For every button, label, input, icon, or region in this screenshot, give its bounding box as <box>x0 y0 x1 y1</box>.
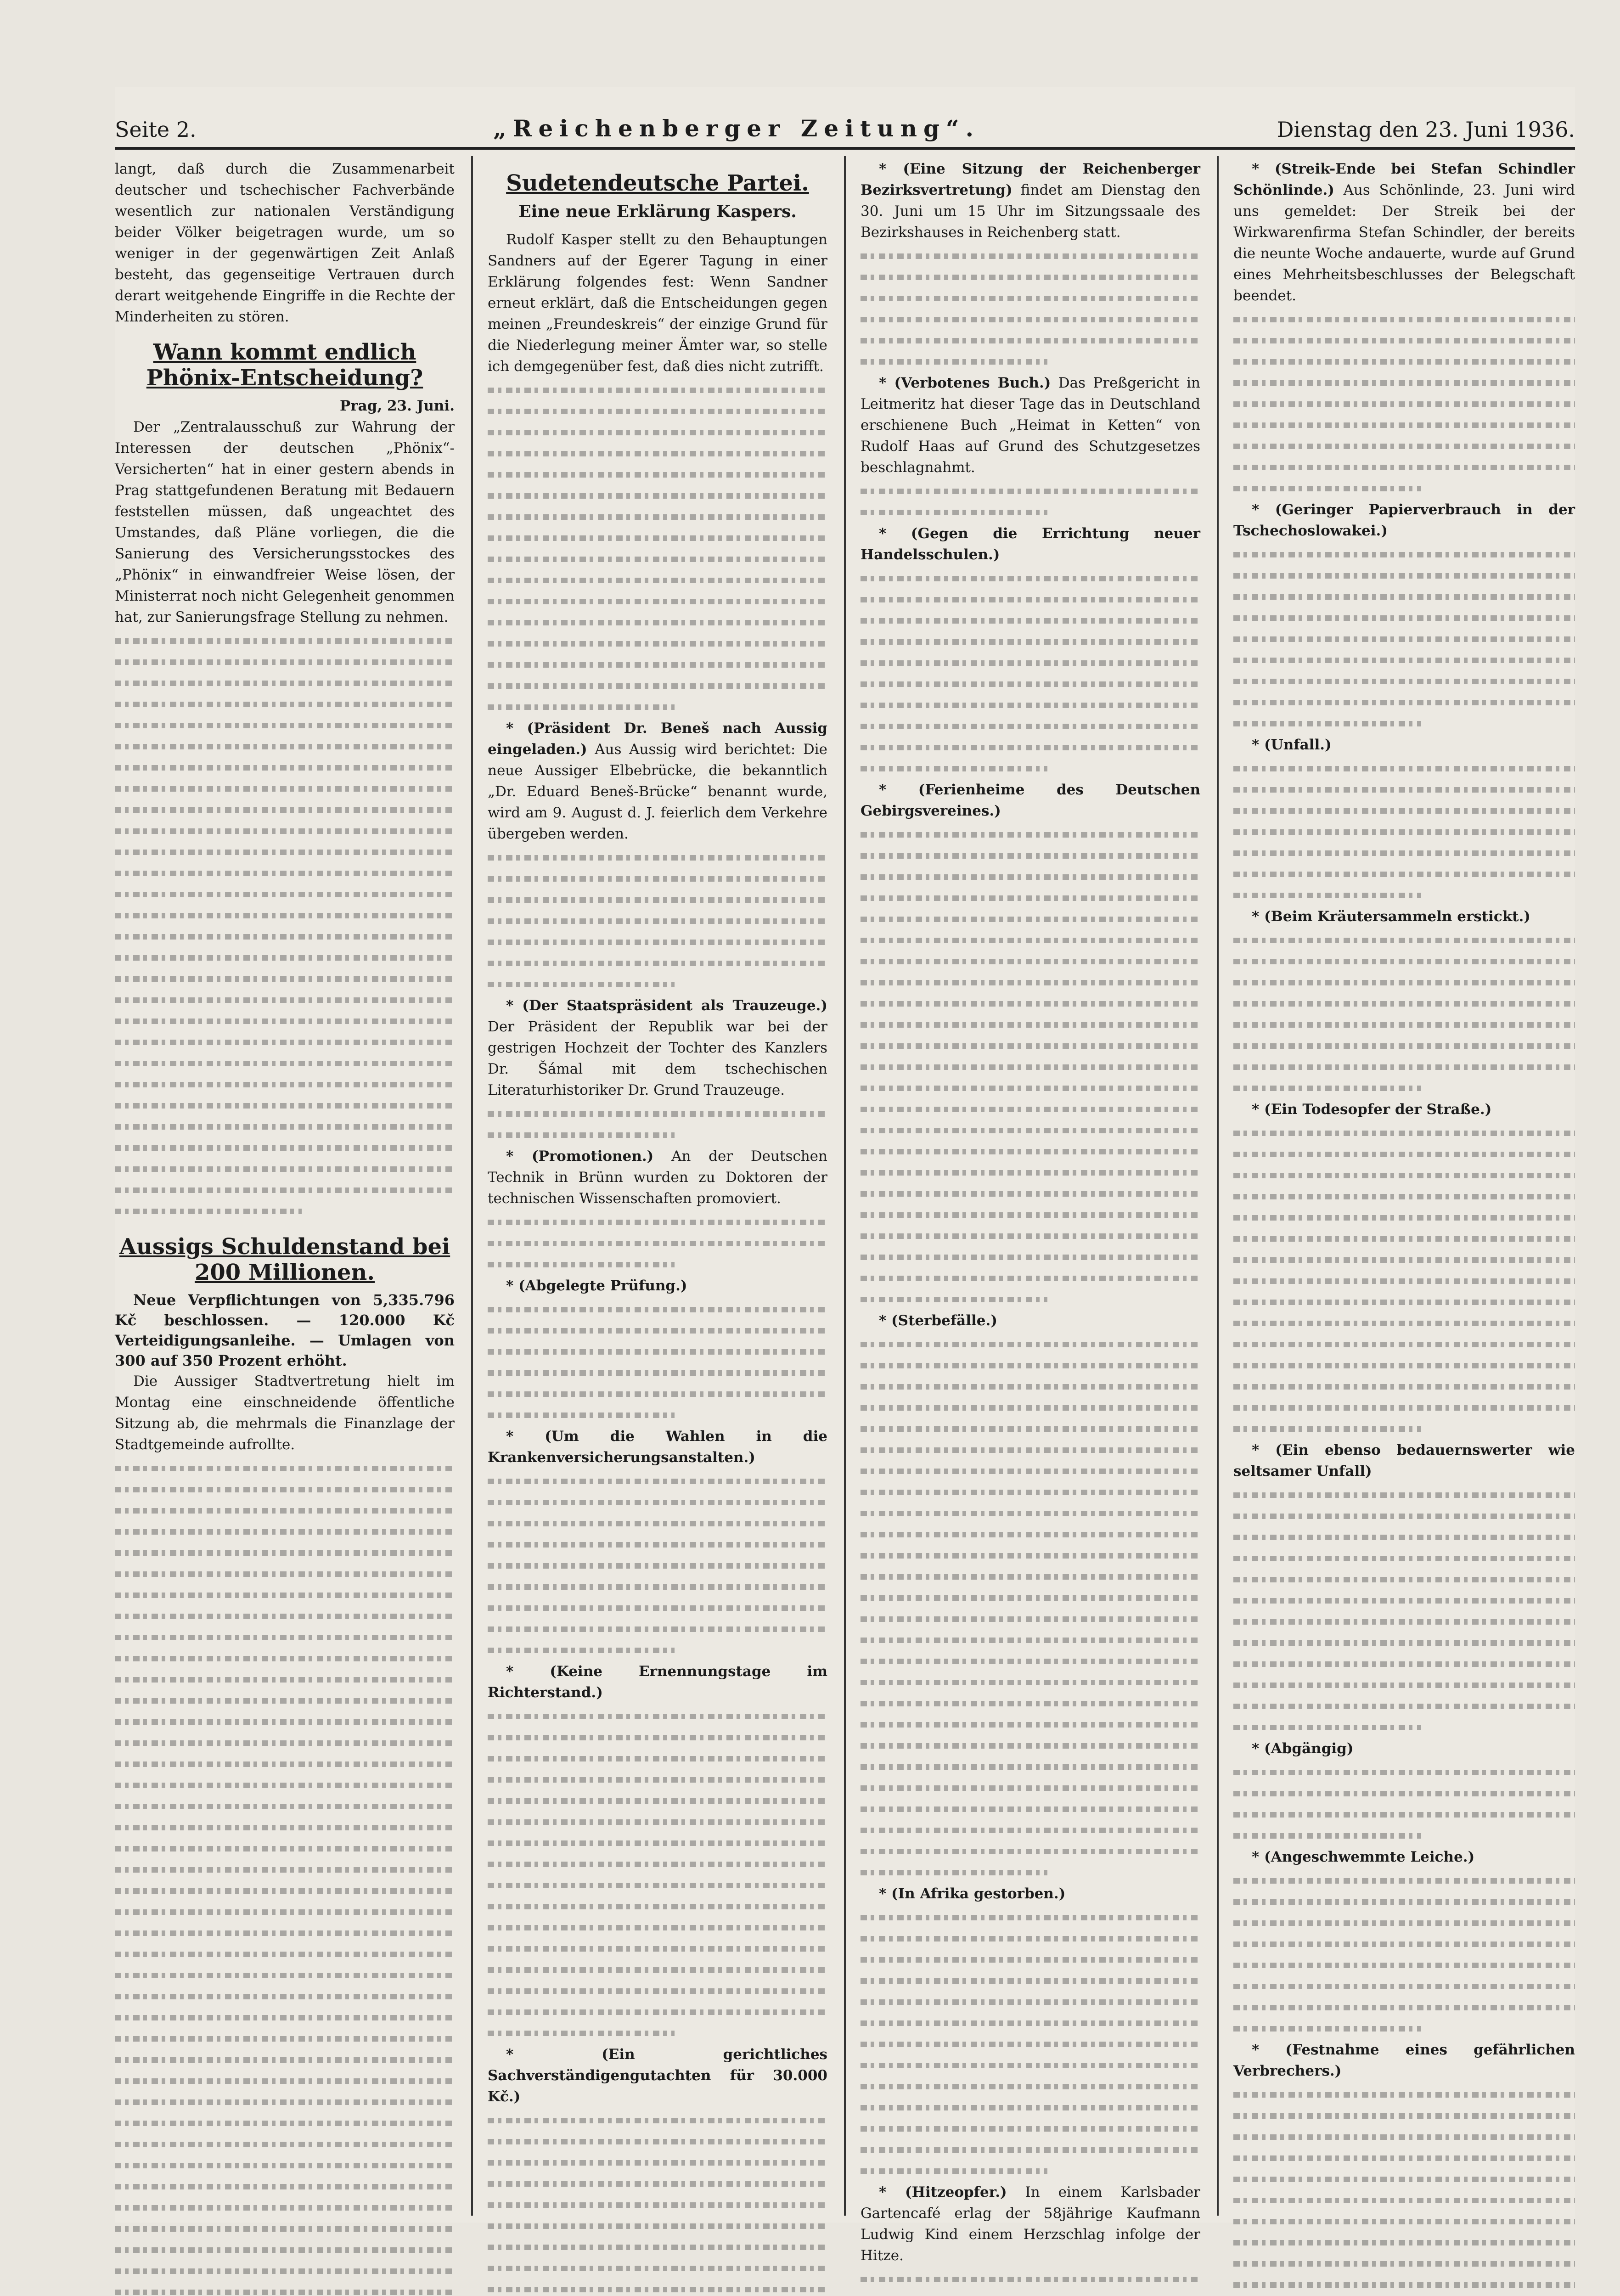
news-kicker: * (Hitzeopfer.) <box>879 2184 1007 2200</box>
news-item <box>488 1661 827 1703</box>
illegible-text <box>488 847 827 995</box>
illegible-text <box>861 481 1200 523</box>
news-item <box>1233 1846 1575 1868</box>
illegible-text <box>488 1706 827 2044</box>
news-kicker: * (Präsident Dr. Beneš nach Aussig eingeladen.) <box>488 720 827 758</box>
news-item <box>861 372 1200 478</box>
illegible-text <box>1233 1762 1575 1846</box>
illegible-text <box>488 1103 827 1146</box>
news-item <box>861 158 1200 243</box>
news-item <box>861 779 1200 822</box>
news-text: Das Preßgericht in Leitmeritz hat dieser Tage das in Deutschland erschienene Buch „Heimat in Ketten“ von Rudolf Haas auf Grund des Schutzgesetzes beschlagnahmt. <box>861 375 1200 476</box>
illegible-text <box>861 568 1200 779</box>
news-item <box>1233 1099 1575 1120</box>
news-item <box>488 2044 827 2107</box>
news-kicker: * (Keine Ernennungstage im Richterstand.) <box>488 1663 827 1701</box>
newspaper-page <box>115 87 1575 2264</box>
page-header <box>115 103 1575 140</box>
illegible-text <box>488 1299 827 1426</box>
illegible-text <box>861 1907 1200 2182</box>
article-text: Die Aussiger Stadtvertretung hielt im Montag eine einschneidende öffentliche Sitzung ab, die mehrmals die Finanzlage der Stadtgemeinde aufrollte. <box>115 1373 455 1453</box>
news-item <box>488 1275 827 1296</box>
news-kicker: * (Ein ebenso bedauernswerter wie seltsamer Unfall) <box>1233 1442 1575 1480</box>
dateline: Prag, 23. Juni. <box>339 398 455 414</box>
news-item <box>861 2182 1200 2266</box>
news-kicker: * (Verbotenes Buch.) <box>879 375 1051 391</box>
article-deck: Neue Verpflichtungen von 5,335.796 Kč beschlossen. — 120.000 Kč Verteidigungsanleihe. — Umlagen von 300 auf 350 Prozent erhöht. <box>115 1291 455 1369</box>
news-kicker: * (Gegen die Errichtung neuer Handelsschulen.) <box>861 525 1200 563</box>
news-text: Der Präsident der Republik war bei der gestrigen Hochzeit der Tochter des Kanzlers Dr. Šámal mit dem tschechischen Literaturhistoriker Dr. Grund Trauzeuge. <box>488 1019 827 1098</box>
news-kicker: * (Promotionen.) <box>506 1148 654 1165</box>
news-item <box>861 1310 1200 1331</box>
headline-phoenix: Wann kommt endlich Phönix-Entscheidung? <box>146 339 423 391</box>
news-kicker: * (Ein gerichtliches Sachverständigengutachten für 30.000 Kč.) <box>488 2046 827 2105</box>
news-kicker: * (Festnahme eines gefährlichen Verbrechers.) <box>1233 2042 1575 2079</box>
news-item <box>1233 734 1575 755</box>
column-2 <box>488 158 827 2216</box>
news-text: In einem Karlsbader Gartencafé erlag der 58jährige Kaufmann Ludwig Kind einem Herzschlag infolge der Hitze. <box>861 2184 1200 2264</box>
illegible-text <box>861 1334 1200 1883</box>
news-text: Aus Schönlinde, 23. Juni wird uns gemeldet: Der Streik bei der Wirkwarenfirma Stefan Schindler, der bereits die neunte Woche andauerte, wurde auf Grund eines Mehrheitsbeschlusses der Belegschaft beendet. <box>1233 182 1575 304</box>
column-divider <box>471 156 473 2216</box>
news-item <box>861 1883 1200 1904</box>
illegible-text <box>1233 2084 1575 2296</box>
illegible-text <box>1233 1123 1575 1440</box>
illegible-text <box>488 380 827 718</box>
news-item <box>1233 158 1575 306</box>
headline-aussig: Aussigs Schuldenstand bei 200 Millionen. <box>119 1234 450 1285</box>
illegible-text <box>1233 1870 1575 2039</box>
illegible-text <box>1233 758 1575 906</box>
column-4 <box>1233 158 1575 2216</box>
column-divider <box>844 156 846 2216</box>
news-kicker: * (In Afrika gestorben.) <box>879 1885 1066 1902</box>
news-item <box>861 523 1200 565</box>
news-item <box>488 1146 827 1209</box>
illegible-text <box>1233 544 1575 734</box>
illegible-text <box>1233 1485 1575 1738</box>
news-item <box>488 1426 827 1468</box>
illegible-text <box>488 2110 827 2296</box>
news-item <box>1233 2039 1575 2082</box>
article-text: Der „Zentralausschuß zur Wahrung der Interessen der deutschen „Phönix“-Versicherten“ hat in einer gestern abends in Prag stattgefundenen Beratung mit Bedauern feststellen müssen, daß ungeachtet des Umstandes, daß Pläne vorliegen, die die Sanierung des Versicherungsstockes des „Phönix“ in einwandfreier Weise lösen, der Ministerrat noch nicht Gelegenheit genommen hat, zur Sanierungsfrage Stellung zu nehmen. <box>115 419 455 625</box>
news-kicker: * (Ferienheime des Deutschen Gebirgsvereines.) <box>861 782 1200 819</box>
column-1 <box>115 158 455 2216</box>
column-3 <box>861 158 1200 2264</box>
news-item <box>488 718 827 844</box>
news-kicker: * (Ein Todesopfer der Straße.) <box>1252 1101 1492 1118</box>
news-item <box>1233 1440 1575 1482</box>
illegible-text <box>861 824 1200 1310</box>
news-kicker: * (Angeschwemmte Leiche.) <box>1252 1849 1475 1865</box>
news-kicker: * (Eine Sitzung der Reichenberger Bezirksvertretung) <box>861 161 1200 198</box>
news-kicker: * (Streik-Ende bei Stefan Schindler Schönlinde.) <box>1233 161 1575 198</box>
illegible-text <box>861 2269 1200 2296</box>
news-item <box>1233 1738 1575 1759</box>
article-text: Rudolf Kasper stellt zu den Behauptungen Sandners auf der Egerer Tagung in einer Erklärung folgendes fest: Wenn Sandner erneut erklärt, daß die Entscheidungen gegen meinen „Freundeskreis“ der einzige Grund für die Niederlegung meiner Ämter war, so stelle ich demgegenüber fest, daß dies nicht zutrifft. <box>488 231 827 375</box>
news-text: findet am Dienstag den 30. Juni um 15 Uhr im Sitzungssaale des Bezirkshauses in Reichenberg statt. <box>861 182 1200 241</box>
illegible-text <box>1233 309 1575 499</box>
news-kicker: * (Beim Kräutersammeln erstickt.) <box>1252 908 1530 925</box>
illegible-text <box>115 1458 455 2296</box>
illegible-text <box>115 630 455 1222</box>
news-kicker: * (Geringer Papierverbrauch in der Tschechoslowakei.) <box>1233 501 1575 539</box>
illegible-text <box>1233 930 1575 1099</box>
header-rule <box>115 147 1575 150</box>
headline-sdp: Sudetendeutsche Partei. <box>506 170 809 196</box>
continued-text: langt, daß durch die Zusammenarbeit deutscher und tschechischer Fachverbände wesentlich zur nationalen Verständigung beider Völker beigetragen wurde, um so weniger in der gegenwärtigen Zeit Anlaß besteht, das gegenseitige Vertrauen durch derart weitgehende Eingriffe in die Rechte der Minderheiten zu stören. <box>115 161 455 325</box>
illegible-text <box>488 1212 827 1275</box>
news-text: Aus Aussig wird berichtet: Die neue Aussiger Elbebrücke, die bekanntlich „Dr. Eduard Beneš-Brücke“ benannt wurde, wird am 9. August d. J. feierlich dem Verkehre übergeben werden. <box>488 741 827 842</box>
column-divider <box>1217 156 1219 2216</box>
news-kicker: * (Der Staatspräsident als Trauzeuge.) <box>506 997 827 1014</box>
news-kicker: * (Sterbefälle.) <box>879 1312 997 1329</box>
subheadline: Eine neue Erklärung Kaspers. <box>518 202 797 221</box>
news-text: An der Deutschen Technik in Brünn wurden zu Doktoren der technischen Wissenschaften promoviert. <box>488 1148 827 1207</box>
news-item <box>488 995 827 1101</box>
news-item <box>1233 906 1575 927</box>
newspaper-title: „Reichenberger Zeitung“. <box>493 115 980 142</box>
page-number: Seite 2. <box>115 117 197 142</box>
news-kicker: * (Um die Wahlen in die Krankenversicherungsanstalten.) <box>488 1428 827 1466</box>
illegible-text <box>488 1471 827 1661</box>
news-item <box>1233 499 1575 541</box>
news-kicker: * (Abgelegte Prüfung.) <box>506 1277 687 1294</box>
illegible-text <box>861 246 1200 372</box>
news-kicker: * (Unfall.) <box>1252 737 1332 753</box>
news-kicker: * (Abgängig) <box>1252 1740 1354 1757</box>
issue-date: Dienstag den 23. Juni 1936. <box>1277 117 1575 142</box>
